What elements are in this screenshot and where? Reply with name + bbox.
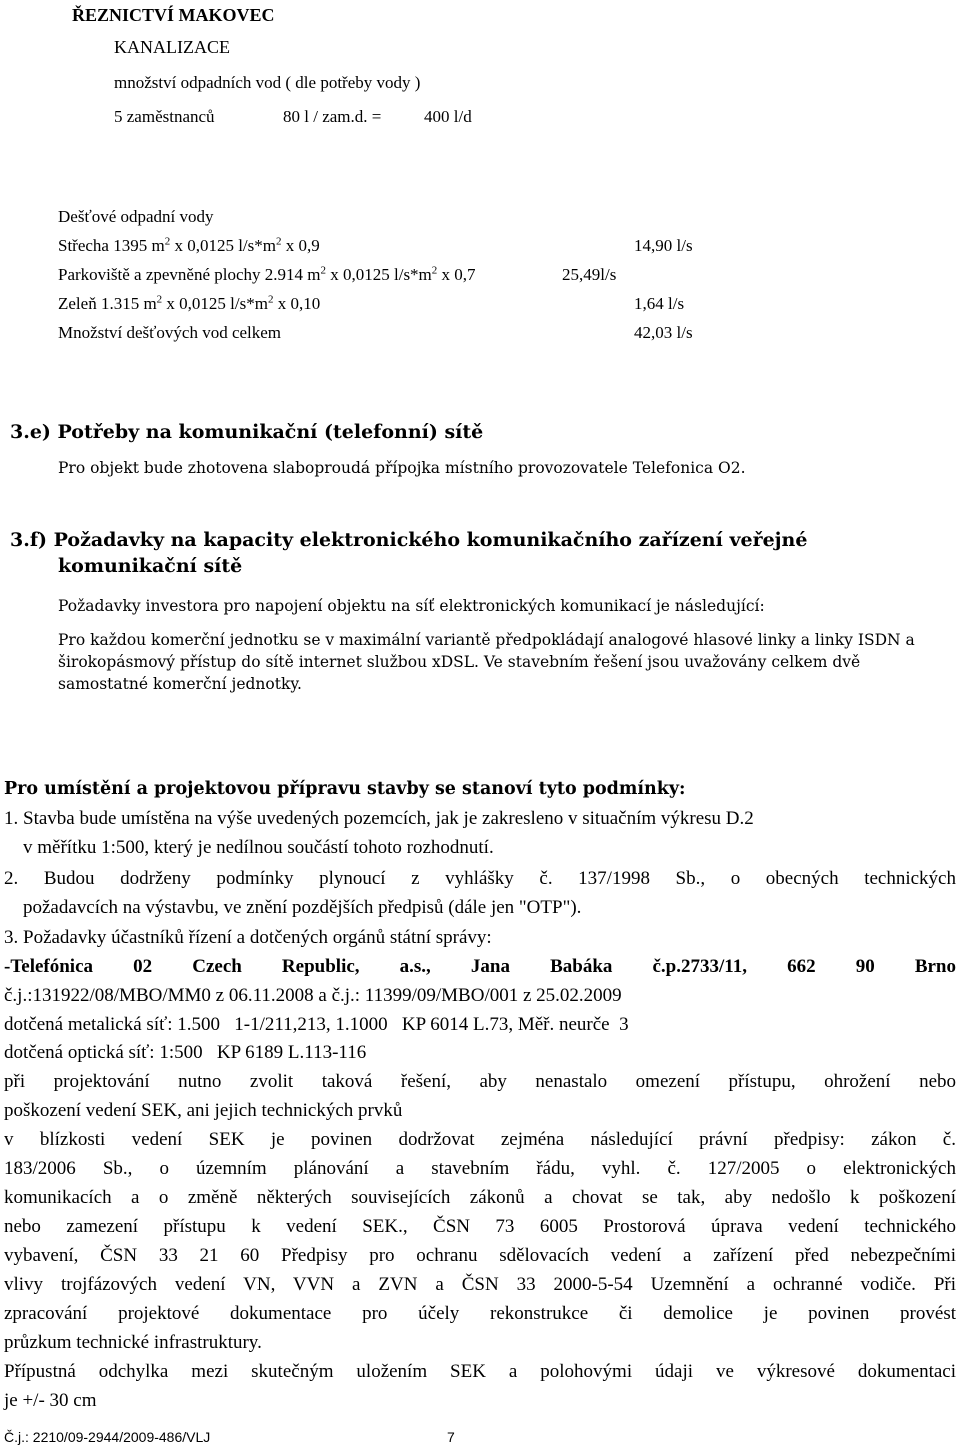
company-title: ŘEZNICTVÍ MAKOVEC xyxy=(72,5,275,25)
parking-row: Parkoviště a zpevněné plochy 2.914 $m^2$ x 0,0125 $l/s*m^2$ x 0,7 xyxy=(58,264,476,284)
section-e-text: Pro objekt bude zhotovena slaboproudá přípojka místního provozovatele Telefonica O2. xyxy=(58,459,746,477)
parking-value: 25,49l/s xyxy=(562,265,617,284)
condition-line: -Telefónica 02 Czech Republic, a.s., Jana Babáka č.p.2733/11, 662 90 Brno xyxy=(4,956,956,977)
condition-line: v blízkosti vedení SEK je povinen dodržovat zejména následující právní předpisy: zákon č. xyxy=(4,1129,956,1150)
condition-line: 2. Budou dodrženy podmínky plynoucí z vyhlášky č. 137/1998 Sb., o obecných technických xyxy=(4,868,956,889)
section-f-heading-cont: komunikační sítě xyxy=(58,555,243,577)
conditions-list xyxy=(4,806,956,1417)
condition-line: Přípustná odchylka mezi skutečným uložením SEK a polohovými údaji ve výkresové dokumentaci xyxy=(4,1361,956,1382)
condition-line: v měřítku 1:500, který je nedílnou součástí tohoto rozhodnutí. xyxy=(4,837,494,858)
condition-line: poškození vedení SEK, ani jejich technických prvků xyxy=(4,1100,403,1121)
section-e-heading: 3.e) Potřeby na komunikační (telefonní) sítě xyxy=(10,421,484,443)
condition-line: 1. Stavba bude umístěna na výše uvedených pozemcích, jak je zakresleno v situačním výkresu D.2 xyxy=(4,808,754,829)
section-f-paragraph-line: samostatné komerční jednotky. xyxy=(58,675,302,693)
green-value: 1,64 l/s xyxy=(634,294,685,313)
page-number: 7 xyxy=(447,1429,455,1445)
condition-line: 3. Požadavky účastníků řízení a dotčených orgánů státní správy: xyxy=(4,927,492,948)
rain-water-title: Dešťové odpadní vody xyxy=(58,207,214,226)
roof-value: 14,90 l/s xyxy=(634,236,693,255)
section-f-paragraph-line: širokopásmový přístup do sítě internet službou xDSL. Ve stavebním řešení jsou uvažovány celkem dvě xyxy=(58,653,861,671)
daily-total: 400 l/d xyxy=(424,107,472,126)
rain-total-value: 42,03 l/s xyxy=(634,323,693,342)
condition-line: dotčená optická síť: 1:500 KP 6189 L.113-116 xyxy=(4,1042,367,1063)
condition-line: zpracování projektové dokumentace pro účely rekonstrukce či demolice je povinen provést xyxy=(4,1303,956,1324)
per-employee-rate: 80 l / zam.d. = xyxy=(283,107,382,126)
condition-line: komunikacích a o změně některých souvisejících zákonů a chovat se tak, aby nedošlo k poškození xyxy=(4,1187,956,1208)
condition-line: 183/2006 Sb., o územním plánování a stavebním řádu, vyhl. č. 127/2005 o elektronických xyxy=(4,1158,956,1179)
condition-line: dotčená metalická síť: 1.500 1-1/211,213, 1.1000 KP 6014 L.73, Měř. neurče 3 xyxy=(4,1014,629,1035)
condition-line: vybavení, ČSN 33 21 60 Předpisy pro ochranu sdělovacích vedení a zařízení před nebezpečními xyxy=(4,1245,956,1266)
footer-reference: Č.j.: 2210/09-2944/2009-486/VLJ xyxy=(4,1429,211,1445)
conditions-heading: Pro umístění a projektovou přípravu stavby se stanoví tyto podmínky: xyxy=(4,779,686,799)
section-f-intro: Požadavky investora pro napojení objektu na síť elektronických komunikací je následující: xyxy=(58,597,765,615)
condition-line: je +/- 30 cm xyxy=(4,1390,97,1411)
employees-count: 5 zaměstnanců xyxy=(114,107,215,126)
condition-line: vlivy trojfázových vedení VN, VVN a ZVN a ČSN 33 2000-5-54 Uzemnění a ochranné vodiče. Při xyxy=(4,1274,956,1295)
section-f-heading: 3.f) Požadavky na kapacity elektronického komunikačního zařízení veřejné xyxy=(10,529,808,551)
rain-total-label: Množství dešťových vod celkem xyxy=(58,323,282,342)
condition-line: při projektování nutno zvolit taková řešení, aby nenastalo omezení přístupu, ohrožení nebo xyxy=(4,1071,956,1092)
green-row: Zeleň 1.315 $m^2$ x 0,0125 $l/s*m^2$ x 0,10 xyxy=(58,293,321,313)
waste-water-description: množství odpadních vod ( dle potřeby vody ) xyxy=(114,73,421,92)
condition-line: nebo zamezení přístupu k vedení SEK., ČSN 73 6005 Prostorová úprava vedení technického xyxy=(4,1216,956,1237)
roof-row: Střecha 1395 $m^2$ x 0,0125 $l/s*m^2$ x 0,9 xyxy=(58,235,320,255)
condition-line: průzkum technické infrastruktury. xyxy=(4,1332,262,1353)
section-title: KANALIZACE xyxy=(114,37,230,57)
condition-line: požadavcích na výstavbu, ve znění pozdějších předpisů (dále jen "OTP"). xyxy=(4,897,582,918)
section-f-paragraph-line: Pro každou komerční jednotku se v maximální variantě předpokládají analogové hlasové linky a linky ISDN a xyxy=(58,631,915,649)
condition-line: č.j.:131922/08/MBO/MM0 z 06.11.2008 a č.j.: 11399/09/MBO/001 z 25.02.2009 xyxy=(4,985,622,1006)
